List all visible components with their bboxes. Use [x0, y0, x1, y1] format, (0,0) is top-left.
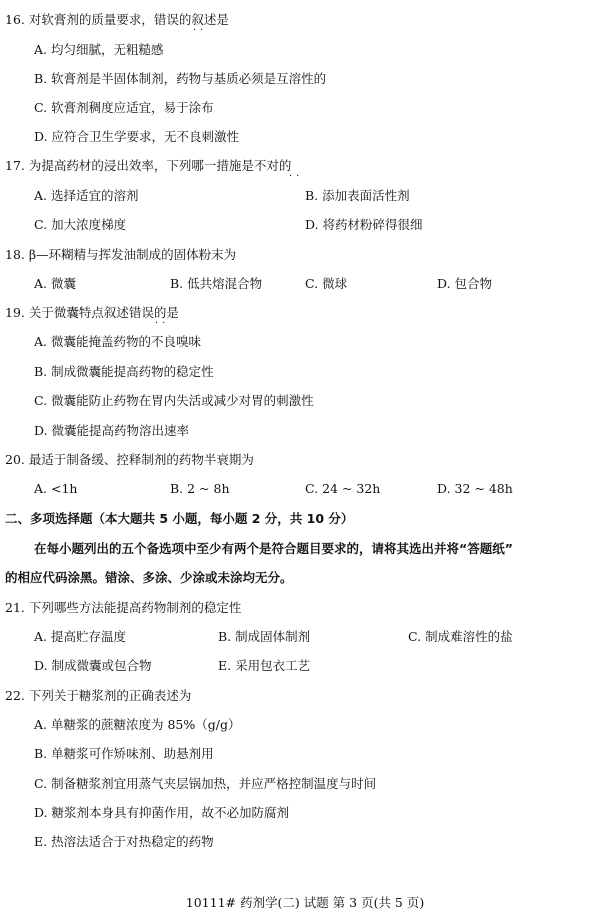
question-19-stem: 19. 关于微囊特点叙述错误的是 [5, 305, 179, 320]
q17-option-a: A. 选择适宜的溶剂 [34, 188, 139, 203]
q19-option-a: A. 微囊能掩盖药物的不良嗅味 [34, 334, 201, 349]
q20-option-b: B. 2 ~ 8h [170, 481, 230, 496]
question-16-stem: 16. 对软膏剂的质量要求，错误的叙述是 [5, 12, 229, 27]
q17-option-d: D. 将药材粉碎得很细 [305, 217, 423, 232]
q21-option-e: E. 采用包衣工艺 [218, 658, 311, 673]
q18-option-a: A. 微囊 [34, 276, 76, 291]
q22-option-a: A. 单糖浆的蔗糖浓度为 85%（g/g） [34, 717, 241, 732]
q16-option-a: A. 均匀细腻，无粗糙感 [34, 42, 164, 57]
page-footer: 10111# 药剂学(二) 试题 第 3 页(共 5 页) [185, 895, 425, 910]
section-instruction: 在每小题列出的五个备选项中至少有两个是符合题目要求的，请将其选出并将“答题纸” [34, 541, 513, 556]
q22-option-e: E. 热溶法适合于对热稳定的药物 [34, 834, 214, 849]
q18-option-d: D. 包合物 [437, 276, 493, 291]
q21-option-a: A. 提高贮存温度 [34, 629, 126, 644]
question-21-stem: 21. 下列哪些方法能提高药物制剂的稳定性 [5, 600, 242, 615]
q19-option-c: C. 微囊能防止药物在胃内失活或减少对胃的刺激性 [34, 393, 314, 408]
q19-option-b: B. 制成微囊能提高药物的稳定性 [34, 364, 214, 379]
q21-option-c: C. 制成难溶性的盐 [408, 629, 513, 644]
question-17-stem: 17. 为提高药材的浸出效率，下列哪一措施是不对的 [5, 158, 292, 173]
section-instruction: 的相应代码涂黑。错涂、多涂、少涂或未涂均无分。 [5, 570, 293, 585]
q16-option-b: B. 软膏剂是半固体制剂，药物与基质必须是互溶性的 [34, 71, 327, 86]
q21-option-b: B. 制成固体制剂 [218, 629, 311, 644]
q20-option-a: A. <1h [34, 481, 78, 496]
emphasis-dots: ·· [289, 171, 304, 182]
question-22-stem: 22. 下列关于糖浆剂的正确表述为 [5, 688, 192, 703]
q17-option-b: B. 添加表面活性剂 [305, 188, 410, 203]
q20-option-d: D. 32 ~ 48h [437, 481, 513, 496]
q21-option-d: D. 制成微囊或包合物 [34, 658, 152, 673]
q17-option-c: C. 加大浓度梯度 [34, 217, 127, 232]
q16-option-c: C. 软膏剂稠度应适宜，易于涂布 [34, 100, 214, 115]
q19-option-d: D. 微囊能提高药物溶出速率 [34, 423, 190, 438]
q18-option-c: C. 微球 [305, 276, 348, 291]
question-20-stem: 20. 最适于制备缓、控释制剂的药物半衰期为 [5, 452, 254, 467]
question-18-stem: 18. β—环糊精与挥发油制成的固体粉末为 [5, 247, 237, 262]
emphasis-dots: ·· [193, 25, 208, 36]
q22-option-d: D. 糖浆剂本身具有抑菌作用，故不必加防腐剂 [34, 805, 290, 820]
emphasis-dots: ·· [155, 318, 170, 329]
q16-option-d: D. 应符合卫生学要求，无不良刺激性 [34, 129, 240, 144]
q22-option-c: C. 制备糖浆剂宜用蒸气夹层锅加热，并应严格控制温度与时间 [34, 776, 377, 791]
q20-option-c: C. 24 ~ 32h [305, 481, 381, 496]
section-heading: 二、多项选择题（本大题共 5 小题，每小题 2 分，共 10 分） [5, 511, 354, 526]
q22-option-b: B. 单糖浆可作矫味剂、助悬剂用 [34, 746, 214, 761]
q18-option-b: B. 低共熔混合物 [170, 276, 263, 291]
